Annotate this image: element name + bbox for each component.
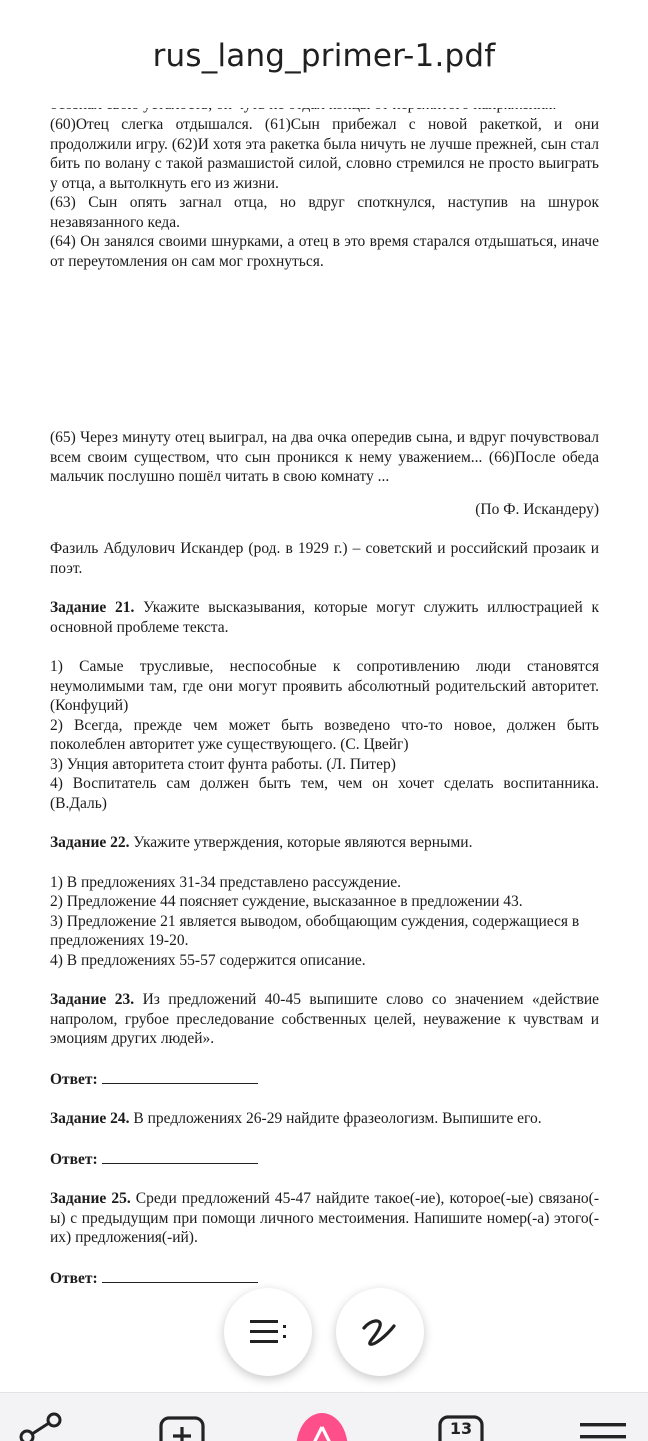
paragraph-63: (63) Сын опять загнал отца, но вдруг споткнулся, наступив на шнурок незавязанного кеда. <box>50 194 599 231</box>
task-22 <box>50 833 599 853</box>
task-21-item: 4) Воспитатель сам должен быть тем, чем он хочет сделать воспитанника. (В.Даль) <box>50 775 599 812</box>
task-23-text: Из предложений 40-45 выпишите слово со значением «действие напролом, грубое преследование собственных целей, неуважение к чувствам и эмоциям других людей». <box>50 991 599 1047</box>
answer-23 <box>50 1069 599 1090</box>
task-25 <box>50 1189 599 1248</box>
list-menu-icon <box>248 1317 288 1347</box>
task-22-item: 2) Предложение 44 поясняет суждение, высказанное в предложении 43. <box>50 893 523 910</box>
annotate-button[interactable] <box>336 1288 424 1376</box>
task-23 <box>50 990 599 1049</box>
paragraph-65: (65) Через минуту отец выиграл, на два очка опередив сына, и вдруг почувствовал всем своим существом, что сын проникся к нему уважением... (66)После обеда мальчик послушно пошёл читать в свою комнату ... <box>50 429 599 485</box>
attribution: (По Ф. Искандеру) <box>475 500 599 518</box>
task-22-item: 3) Предложение 21 является выводом, обобщающим суждения, содержащиеся в предложениях 19-20. <box>50 912 580 949</box>
answer-blank-line <box>102 1268 258 1283</box>
bottom-navigation <box>0 1392 648 1441</box>
task-21-item: 3) Унция авторитета стоит фунта работы. (Л. Питер) <box>50 755 396 773</box>
share-icon[interactable] <box>18 1411 64 1441</box>
answer-label: Ответ: <box>50 1070 98 1088</box>
task-24-text: В предложениях 26-29 найдите фразеологизм. Выпишите его. <box>129 1110 542 1127</box>
task-22-text: Укажите утверждения, которые являются верными. <box>129 834 473 851</box>
task-21-text: Укажите высказывания, которые могут служить иллюстрацией к основной проблеме текста. <box>50 599 599 636</box>
task-22-item: 4) В предложениях 55-57 содержится описание. <box>50 951 366 969</box>
task-25-label: Задание 25. <box>50 1190 131 1207</box>
task-22-label: Задание 22. <box>50 834 130 851</box>
paragraph-64: (64) Он занялся своими шнурками, а отец в это время старался отдышаться, иначе от переутомления он сам мог грохнуться. <box>50 233 599 270</box>
task-24-label: Задание 24. <box>50 1110 130 1127</box>
page-count-button[interactable] <box>438 1415 484 1441</box>
task-21-item: 1) Самые трусливые, неспособные к сопротивлению люди становятся неумолимыми там, где они могут проявить абсолютный родительский авторитет. (Конфуций) <box>50 658 599 714</box>
pdf-page-content <box>50 102 599 1392</box>
answer-label: Ответ: <box>50 1150 98 1168</box>
author-note: Фазиль Абдулович Искандер (род. в 1929 г.) – советский и российский прозаик и поэт. <box>50 540 599 577</box>
task-25-text: Среди предложений 45-47 найдите такое(-ие), которое(-ые) связано(-ы) с предыдущим при помощи личного местоимения. Напишите номер(-а) этого(-их) предложения(-ий). <box>50 1190 599 1246</box>
answer-25 <box>50 1268 599 1289</box>
page-count-text: 13 <box>449 1419 473 1438</box>
pen-annotate-icon <box>360 1314 400 1350</box>
task-21-item: 2) Всегда, прежде чем может быть возведено что-то новое, должен быть поколеблен авторитет уже существующего. (С. Цвейг) <box>50 716 599 753</box>
answer-blank-line <box>102 1149 258 1164</box>
add-page-icon[interactable] <box>158 1415 206 1441</box>
task-21-label: Задание 21. <box>50 599 135 616</box>
answer-24 <box>50 1149 599 1170</box>
menu-icon[interactable] <box>578 1421 628 1441</box>
task-22-item: 1) В предложениях 31-34 представлено рассуждение. <box>50 873 401 891</box>
task-23-label: Задание 23. <box>50 991 135 1008</box>
blank-space <box>50 271 599 428</box>
answer-label: Ответ: <box>50 1269 98 1287</box>
answer-blank-line <box>102 1069 258 1084</box>
paragraph-60: (60)Отец слегка отдышался. (61)Сын прибежал с новой ракеткой, и они продолжили игру. (62)И хотя эта ракетка была ничуть не лучше прежней, сын стал бить по волану с такой размашистой силой, словно стремился не просто выиграть у отца, а вытолкнуть его из жизни. <box>50 116 599 192</box>
home-icon[interactable] <box>292 1411 352 1441</box>
list-menu-button[interactable] <box>224 1288 312 1376</box>
task-21 <box>50 598 599 637</box>
title-bar <box>0 0 648 108</box>
task-24 <box>50 1109 599 1129</box>
document-title: rus_lang_primer-1.pdf <box>152 38 496 74</box>
